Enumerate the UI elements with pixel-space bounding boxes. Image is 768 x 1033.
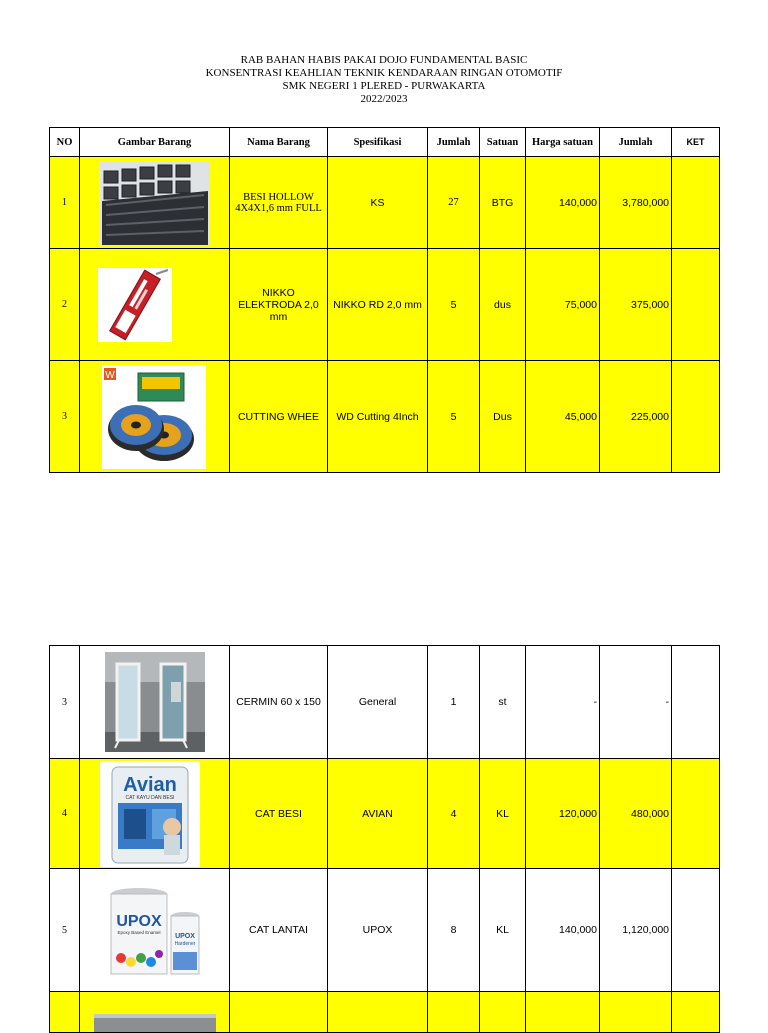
cell-spesifikasi: NIKKO RD 2,0 mm bbox=[328, 249, 428, 361]
cell-no: 2 bbox=[50, 249, 80, 361]
cell-total: 225,000 bbox=[600, 361, 672, 473]
cell-harga: 75,000 bbox=[526, 249, 600, 361]
document-title bbox=[0, 54, 768, 106]
cell-spesifikasi bbox=[328, 992, 428, 1033]
welding-electrode-box-image bbox=[98, 268, 172, 342]
cell-harga: 140,000 bbox=[526, 157, 600, 249]
cell-jumlah: 5 bbox=[428, 249, 480, 361]
cell-nama: CAT BESI bbox=[230, 759, 328, 869]
cell-satuan: Dus bbox=[480, 361, 526, 473]
col-spesifikasi: Spesifikasi bbox=[328, 128, 428, 157]
cell-harga: 120,000 bbox=[526, 759, 600, 869]
cell-ket bbox=[672, 759, 720, 869]
cell-jumlah: 1 bbox=[428, 646, 480, 759]
upox-sub-text: Epoxy Based Enamel bbox=[116, 930, 161, 935]
title-line-4: 2022/2023 bbox=[360, 93, 408, 105]
col-total: Jumlah bbox=[600, 128, 672, 157]
cell-no: 3 bbox=[50, 646, 80, 759]
steel-hollow-tubes-image bbox=[100, 161, 210, 245]
upox-paint-cans-image bbox=[107, 882, 203, 978]
cell-total: 1,120,000 bbox=[600, 869, 672, 992]
cell-satuan: BTG bbox=[480, 157, 526, 249]
col-ket: KET bbox=[672, 128, 720, 157]
partial-product-image bbox=[92, 992, 218, 1032]
cell-jumlah: 5 bbox=[428, 361, 480, 473]
cell-no: 1 bbox=[50, 157, 80, 249]
cell-spesifikasi: UPOX bbox=[328, 869, 428, 992]
col-no: NO bbox=[50, 128, 80, 157]
cell-nama: BESI HOLLOW 4X4X1,6 mm FULL bbox=[230, 157, 328, 249]
cell-total: 3,780,000 bbox=[600, 157, 672, 249]
cell-image bbox=[80, 361, 230, 473]
cell-total: - bbox=[600, 646, 672, 759]
cell-image bbox=[80, 869, 230, 992]
title-line-1: RAB BAHAN HABIS PAKAI DOJO FUNDAMENTAL BASIC bbox=[240, 54, 528, 66]
cell-ket bbox=[672, 361, 720, 473]
upox-hardener-brand-text: UPOX bbox=[174, 933, 195, 940]
brand-logo-text: W bbox=[105, 369, 115, 381]
table-row bbox=[50, 869, 720, 992]
cell-no: 5 bbox=[50, 869, 80, 992]
cell-satuan bbox=[480, 992, 526, 1033]
title-line-3: SMK NEGERI 1 PLERED - PURWAKARTA bbox=[282, 80, 486, 92]
upox-hardener-sub-text: Hardener bbox=[174, 941, 195, 947]
col-nama: Nama Barang bbox=[230, 128, 328, 157]
col-satuan: Satuan bbox=[480, 128, 526, 157]
table-row bbox=[50, 249, 720, 361]
cell-ket bbox=[672, 992, 720, 1033]
cell-harga: - bbox=[526, 646, 600, 759]
cell-harga: 140,000 bbox=[526, 869, 600, 992]
cell-total: 480,000 bbox=[600, 759, 672, 869]
cell-satuan: st bbox=[480, 646, 526, 759]
cell-no: 3 bbox=[50, 361, 80, 473]
cell-total bbox=[600, 992, 672, 1033]
col-harga: Harga satuan bbox=[526, 128, 600, 157]
cell-nama: NIKKO ELEKTRODA 2,0 mm bbox=[230, 249, 328, 361]
cell-ket bbox=[672, 869, 720, 992]
cell-no: 4 bbox=[50, 759, 80, 869]
cell-satuan: dus bbox=[480, 249, 526, 361]
cell-spesifikasi: WD Cutting 4Inch bbox=[328, 361, 428, 473]
cell-harga bbox=[526, 992, 600, 1033]
table-header-row bbox=[50, 128, 720, 157]
cell-jumlah: 4 bbox=[428, 759, 480, 869]
cell-spesifikasi: AVIAN bbox=[328, 759, 428, 869]
cell-total: 375,000 bbox=[600, 249, 672, 361]
cell-jumlah: 8 bbox=[428, 869, 480, 992]
cell-no bbox=[50, 992, 80, 1033]
budget-table-2 bbox=[49, 645, 720, 1033]
table-row bbox=[50, 992, 720, 1033]
cell-image bbox=[80, 249, 230, 361]
col-gambar: Gambar Barang bbox=[80, 128, 230, 157]
cell-nama: CERMIN 60 x 150 bbox=[230, 646, 328, 759]
cell-satuan: KL bbox=[480, 869, 526, 992]
cell-harga: 45,000 bbox=[526, 361, 600, 473]
cell-ket bbox=[672, 646, 720, 759]
cutting-wheel-discs-image bbox=[102, 365, 206, 469]
title-line-2: KONSENTRASI KEAHLIAN TEKNIK KENDARAAN RINGAN OTOMOTIF bbox=[205, 67, 563, 79]
table-row bbox=[50, 646, 720, 759]
cell-image bbox=[80, 759, 230, 869]
budget-table-1 bbox=[49, 127, 720, 473]
col-jumlah: Jumlah bbox=[428, 128, 480, 157]
avian-sub-text: CAT KAYU DAN BESI bbox=[125, 794, 175, 801]
cell-ket bbox=[672, 157, 720, 249]
upox-brand-text: UPOX bbox=[115, 913, 162, 930]
avian-brand-text: Avian bbox=[123, 773, 177, 796]
cell-spesifikasi: KS bbox=[328, 157, 428, 249]
cell-spesifikasi: General bbox=[328, 646, 428, 759]
table-row bbox=[50, 361, 720, 473]
table-row bbox=[50, 759, 720, 869]
cell-jumlah bbox=[428, 992, 480, 1033]
cell-jumlah: 27 bbox=[428, 157, 480, 249]
cell-image bbox=[80, 646, 230, 759]
avian-paint-can-image bbox=[100, 761, 200, 867]
cell-image bbox=[80, 157, 230, 249]
cell-image bbox=[80, 992, 230, 1033]
cell-satuan: KL bbox=[480, 759, 526, 869]
standing-mirrors-image bbox=[105, 652, 205, 752]
cell-nama bbox=[230, 992, 328, 1033]
cell-nama: CUTTING WHEE bbox=[230, 361, 328, 473]
cell-ket bbox=[672, 249, 720, 361]
table-row bbox=[50, 157, 720, 249]
cell-nama: CAT LANTAI bbox=[230, 869, 328, 992]
